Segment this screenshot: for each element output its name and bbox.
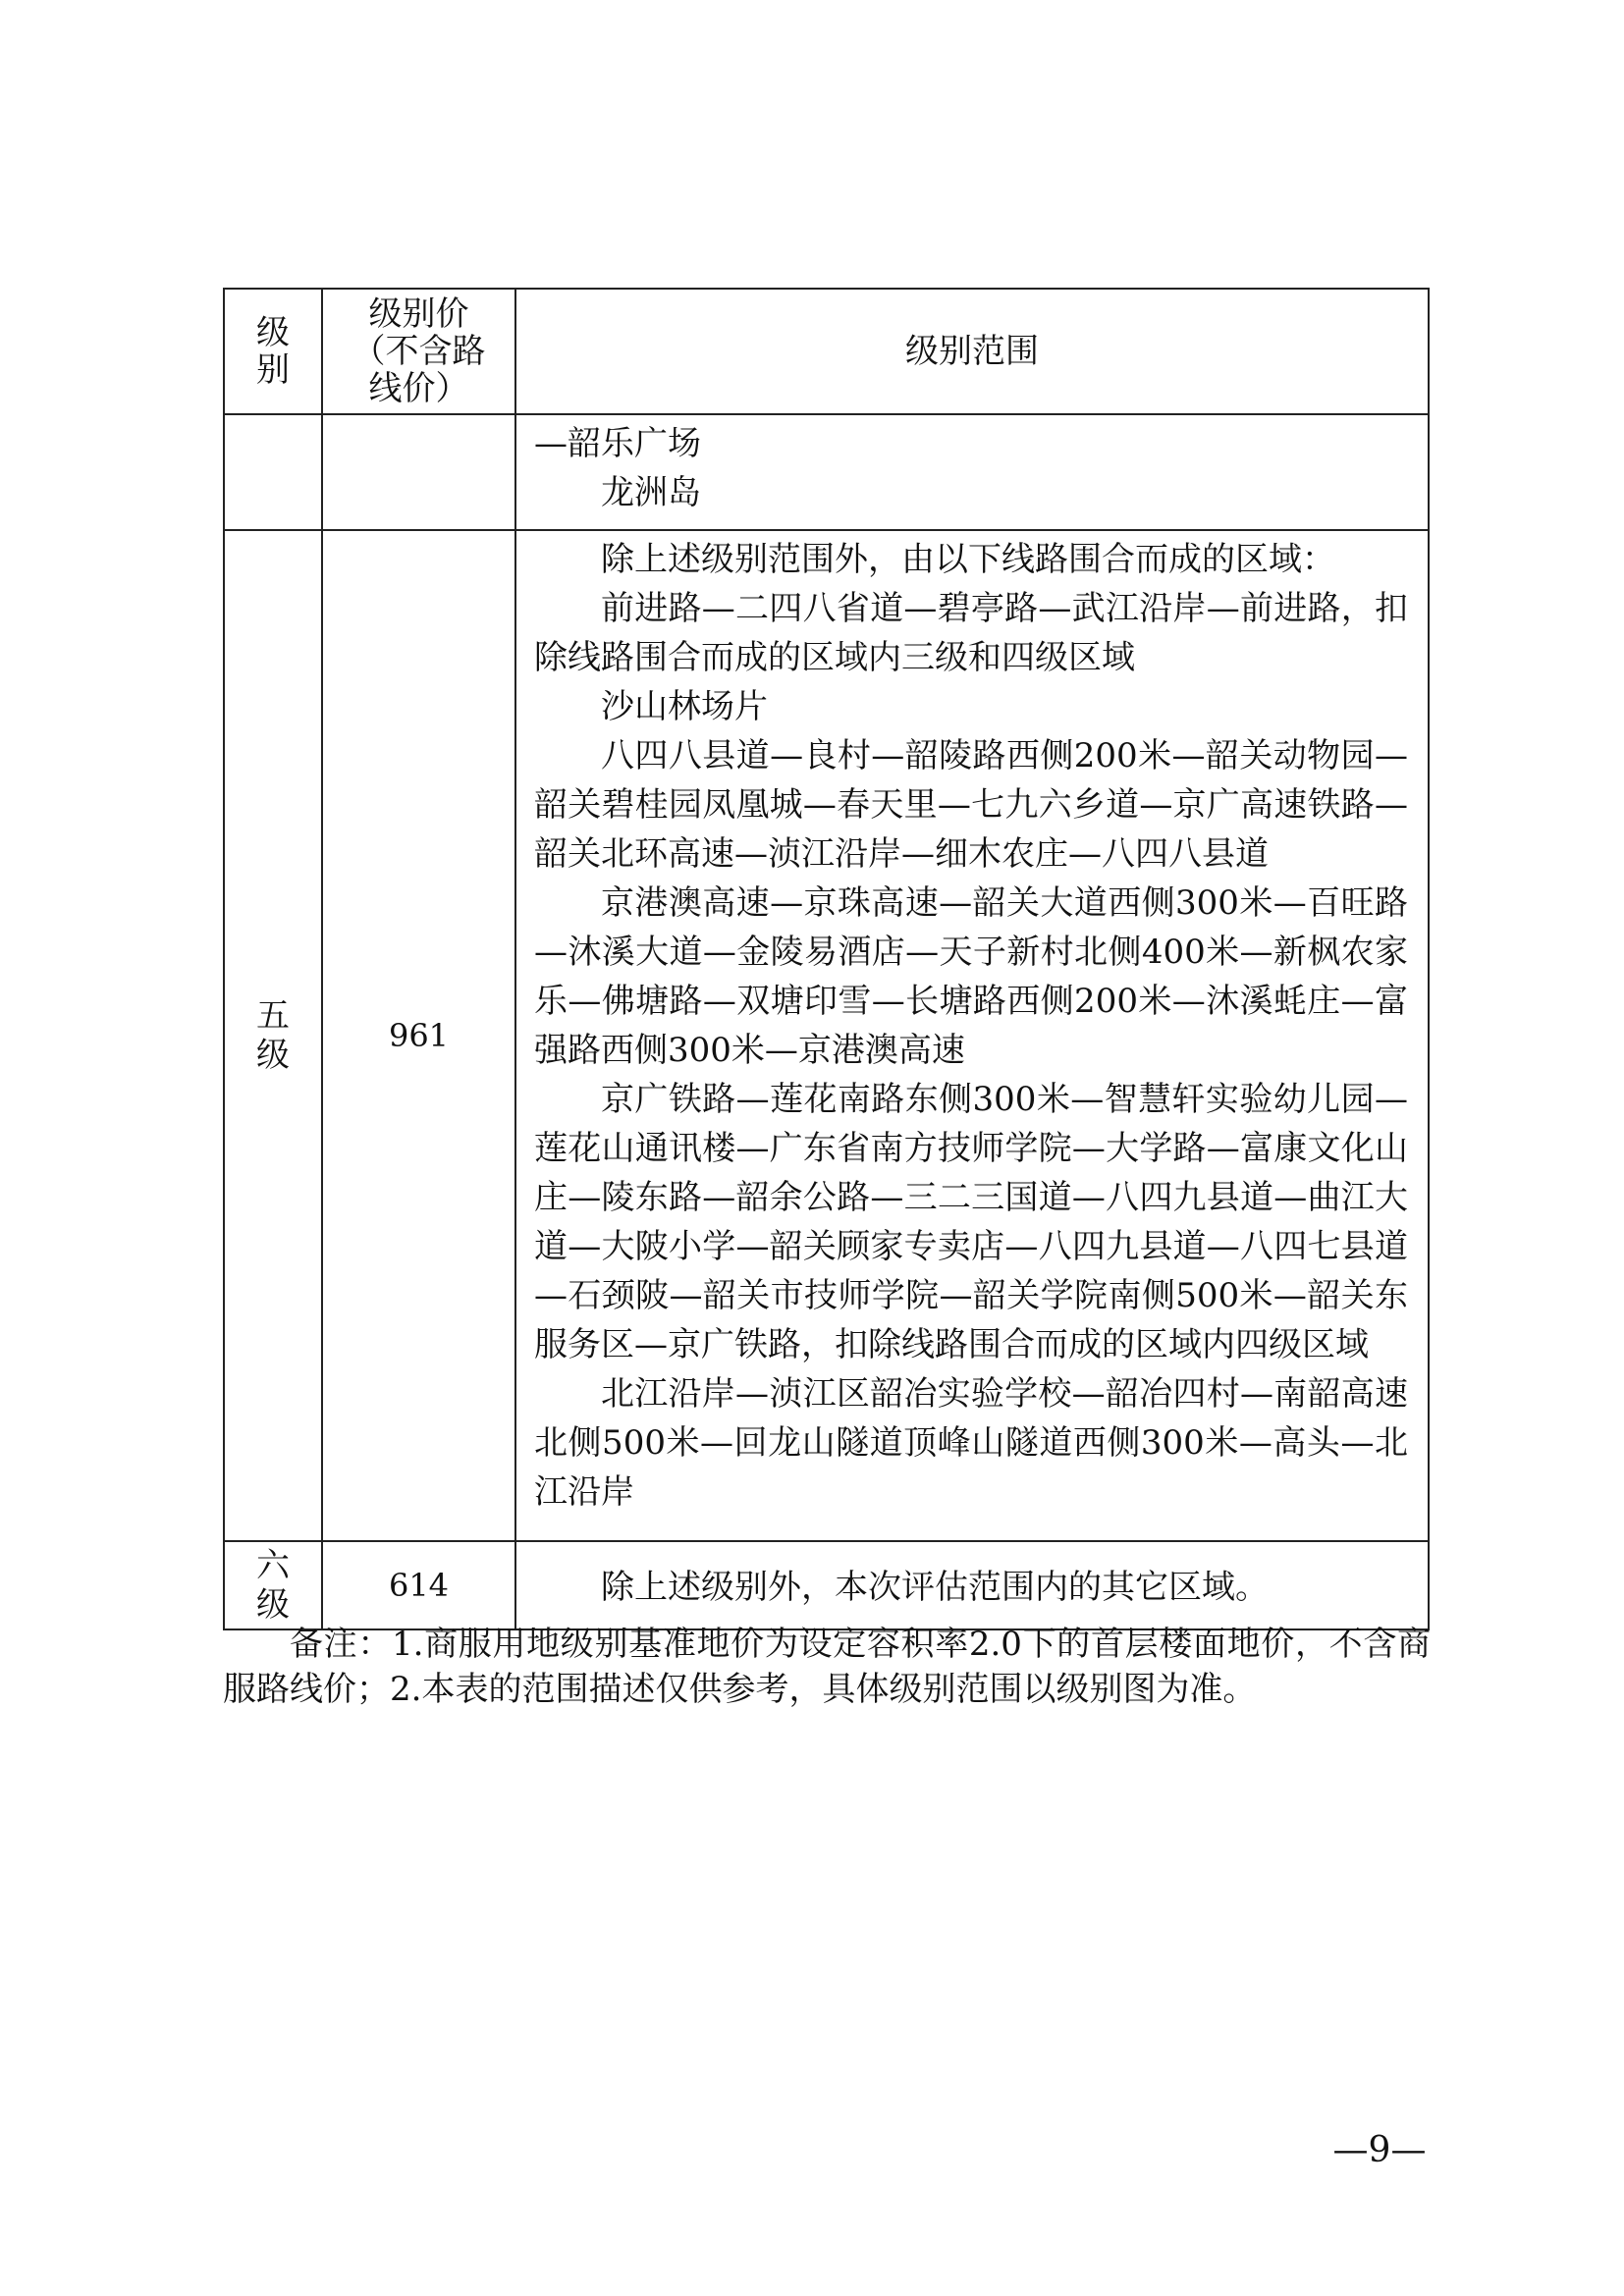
cell-price: 961 [322,530,515,1541]
cell-range [515,530,1429,1541]
page-number: —9— [1332,2130,1427,2170]
table-row-level-6 [224,1541,1429,1629]
range-paragraph: 除上述级别范围外，由以下线路围合而成的区域： [601,540,1335,579]
cell-price [322,414,515,530]
header-price: 级别价 （不含路 线价） [322,289,515,414]
range-paragraph: 前进路—二四八省道—碧亭路—武江沿岸—前进路，扣除线路围合而成的区域内三级和四级区域 [534,589,1408,677]
range-paragraph: 沙山林场片 [601,687,768,726]
cell-level [224,414,322,530]
table-row-continuation [224,414,1429,530]
cell-level: 六 级 [224,1541,322,1629]
table-header-row [224,289,1429,414]
header-range: 级别范围 [515,289,1429,414]
range-paragraph: 除上述级别外，本次评估范围内的其它区域。 [601,1568,1269,1607]
range-paragraph: 北江沿岸—浈江区韶冶实验学校—韶冶四村—南韶高速北侧500米—回龙山隧道顶峰山隧道西侧300米—高头—北江沿岸 [534,1374,1408,1512]
cell-level: 五 级 [224,530,322,1541]
cell-range [515,1541,1429,1629]
header-level: 级 别 [224,289,322,414]
footnote: 备注：1.商服用地级别基准地价为设定容积率2.0下的首层楼面地价，不含商服路线价；2.本表的范围描述仅供参考，具体级别范围以级别图为准。 [223,1625,1431,1709]
cell-range [515,414,1429,530]
range-paragraph: 龙洲岛 [601,473,701,512]
range-paragraph: 京广铁路—莲花南路东侧300米—智慧轩实验幼儿园—莲花山通讯楼—广东省南方技师学院—大学路—富康文化山庄—陵东路—韶余公路—三二三国道—八四九县道—曲江大道—大陂小学—韶关顾家专卖店—八四九县道—八四七县道—石颈陂—韶关市技师学院—韶关学院南侧500米—韶关东服务区—京广铁路，扣除线路围合而成的区域内四级区域 [534,1080,1408,1364]
table-row-level-5 [224,530,1429,1541]
land-price-table [223,288,1430,1630]
range-paragraph: —韶乐广场 [534,424,701,463]
range-paragraph: 八四八县道—良村—韶陵路西侧200米—韶关动物园—韶关碧桂园凤凰城—春天里—七九六乡道—京广高速铁路—韶关北环高速—浈江沿岸—细木农庄—八四八县道 [534,736,1408,874]
cell-price: 614 [322,1541,515,1629]
range-paragraph: 京港澳高速—京珠高速—韶关大道西侧300米—百旺路—沐溪大道—金陵易酒店—天子新村北侧400米—新枫农家乐—佛塘路—双塘印雪—长塘路西侧200米—沐溪蚝庄—富强路西侧300米—京港澳高速 [534,883,1408,1070]
